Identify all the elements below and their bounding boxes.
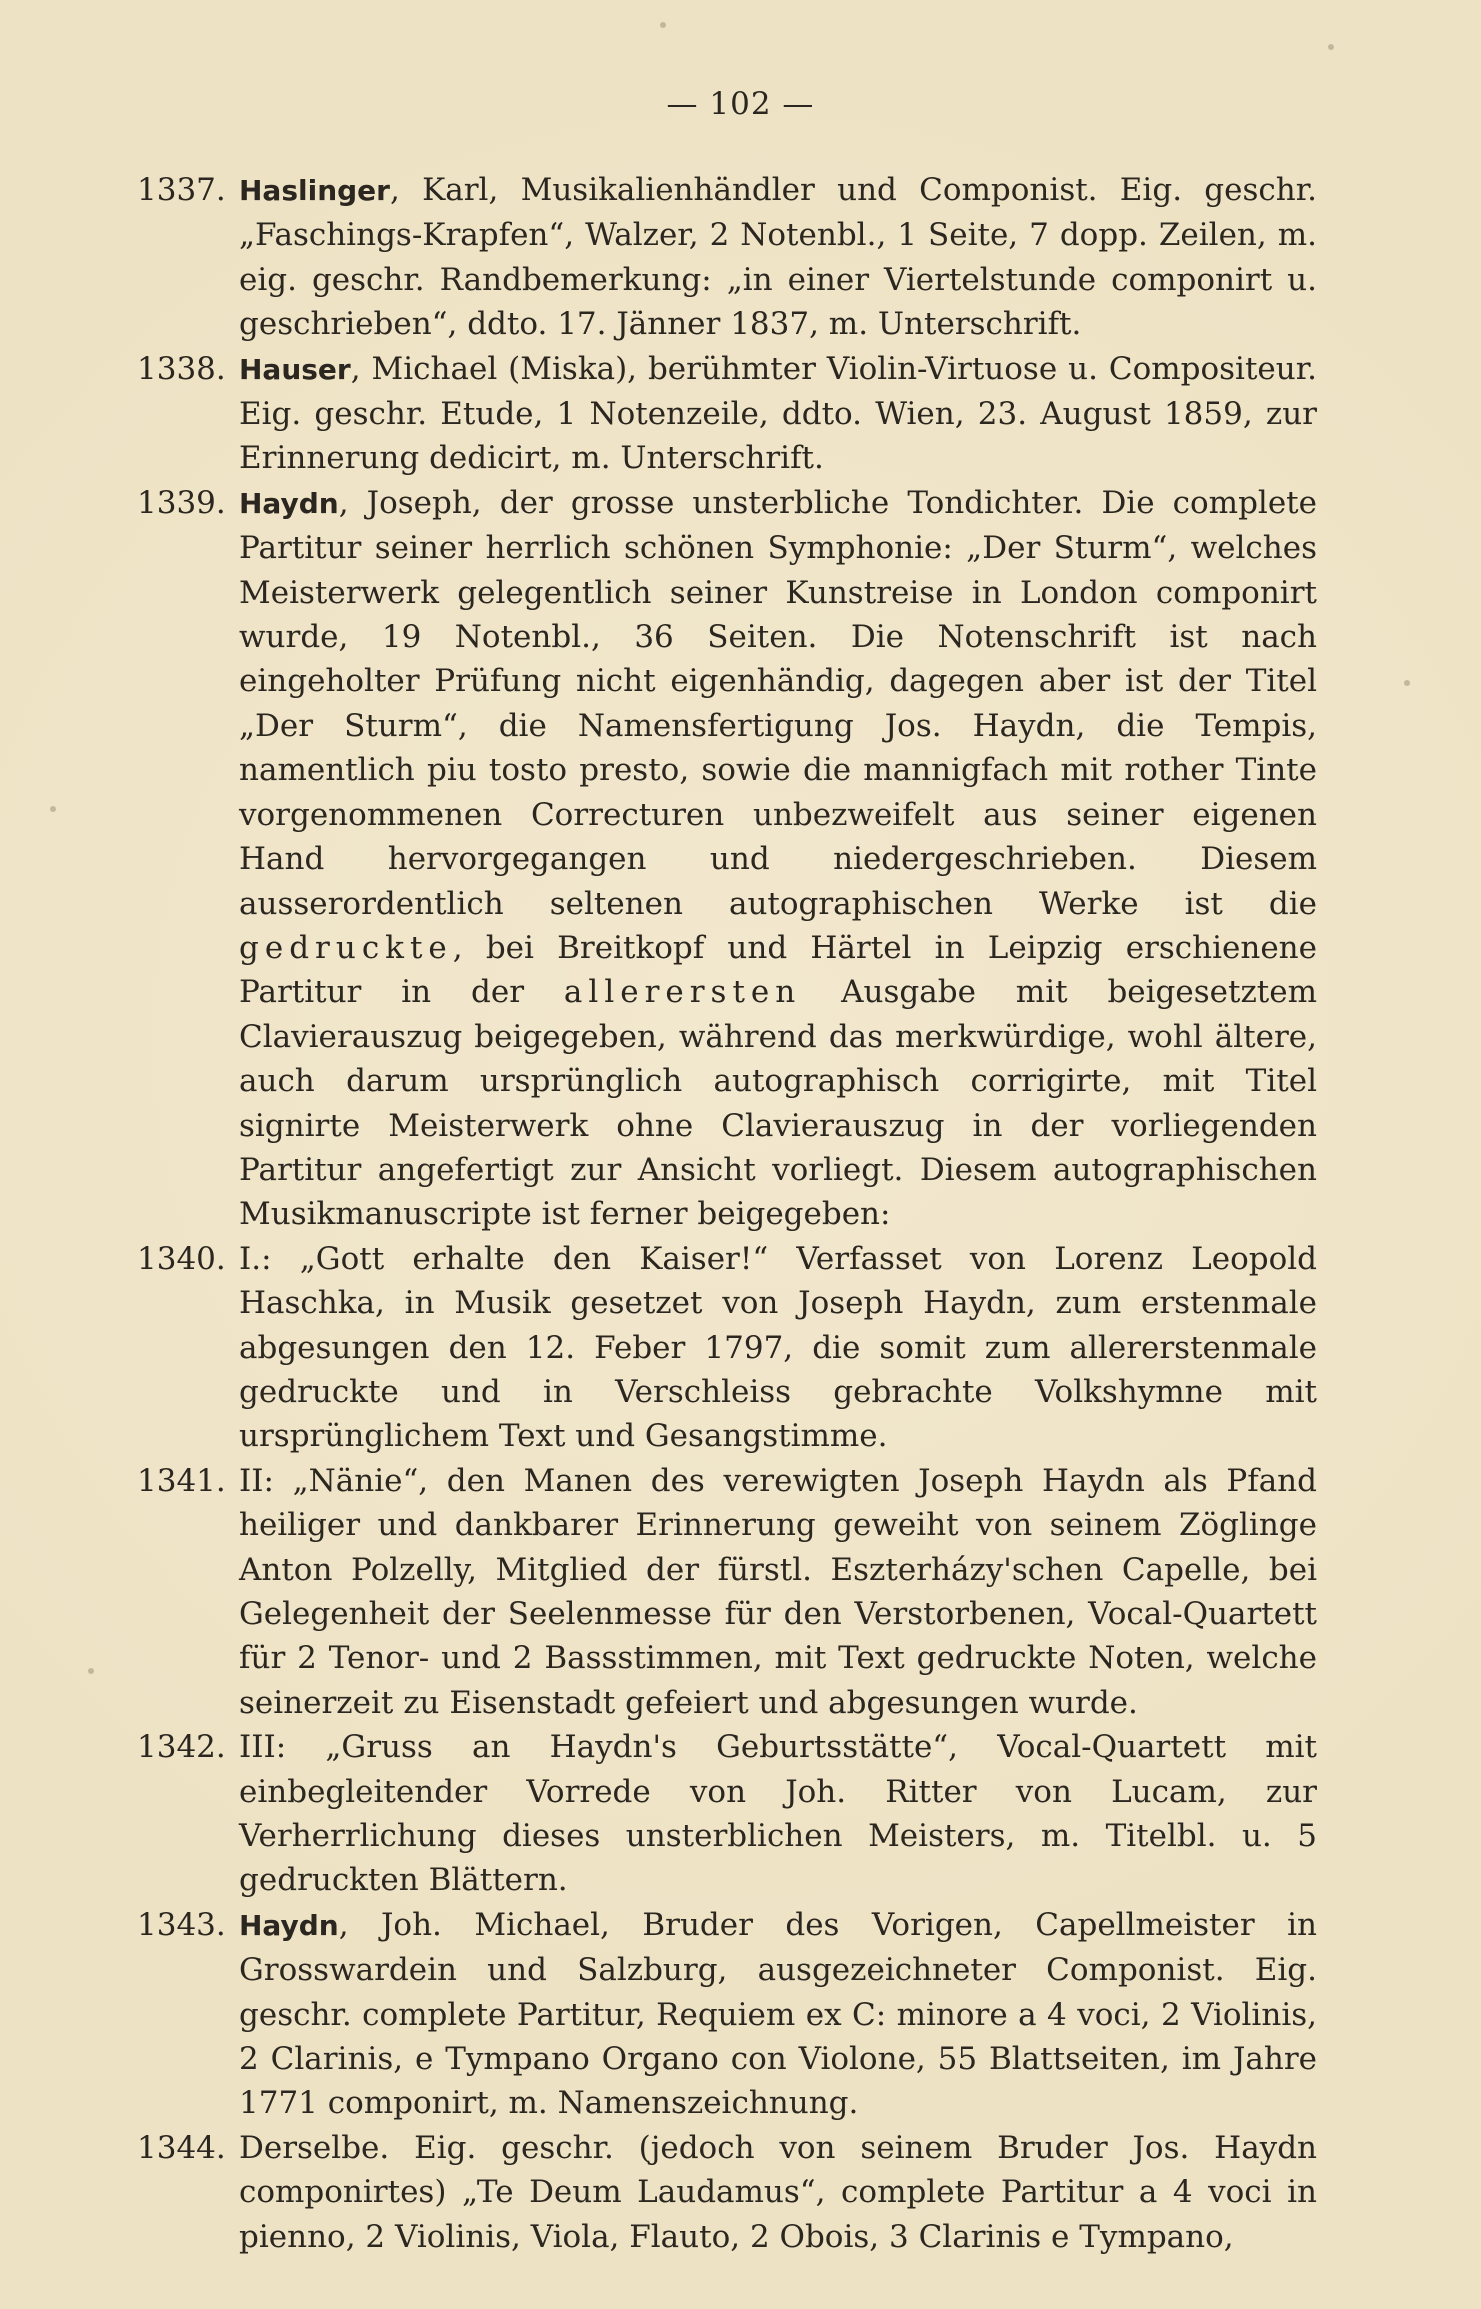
spaced-emphasis: gedruckte: [239, 929, 453, 966]
entry-name: Haydn: [239, 486, 339, 520]
catalog-entry: [137, 1725, 1317, 1903]
catalog-entry: [137, 1903, 1317, 2126]
entry-text: , Joh. Michael, Bruder des Vorigen, Capellmeister in Grosswardein und Salzburg, ausgezeichneter Componist. Eig. geschr. complete Partitur, Requiem ex C: minore a 4 voci, 2 Violinis, 2 Clarinis, e Tympano Organo con Violone, 55 Blattseiten, im Jahre 1771 componirt, m. Namenszeichnung.: [239, 1906, 1317, 2122]
entry-number: 1343.: [137, 1906, 226, 1943]
entry-text: Derselbe. Eig. geschr. (jedoch von seinem Bruder Jos. Haydn componirtes) „Te Deum Laudamus“, complete Partitur a 4 voci in pienno, 2 Violinis, Viola, Flauto, 2 Obois, 3 Clarinis e Tympano,: [239, 2129, 1317, 2255]
entry-number: 1344.: [137, 2129, 226, 2166]
entry-text: , bei Breitkopf und Härtel in Leipzig erschienene Partitur in der: [239, 929, 1317, 1011]
entry-number: 1339.: [137, 484, 226, 521]
spaced-emphasis: allerersten: [563, 974, 802, 1011]
entry-text: II: „Nänie“, den Manen des verewigten Joseph Haydn als Pfand heiliger und dankbarer Erinnerung geweiht von seinem Zöglinge Anton Polzelly, Mitglied der fürstl. Eszterházy'schen Capelle, bei Gelegenheit der Seelenmesse für den Verstorbenen, Vocal-Quartett für 2 Tenor- und 2 Bassstimmen, mit Text gedruckte Noten, welche seinerzeit zu Eisenstadt gefeiert und abgesungen wurde.: [239, 1462, 1317, 1721]
page-number: — 102 —: [666, 86, 815, 122]
entry-text: , Michael (Miska), berühmter Violin-Virtuose u. Compositeur. Eig. geschr. Etude, 1 Notenzeile, ddto. Wien, 23. August 1859, zur Erinnerung dedicirt, m. Unterschrift.: [239, 350, 1317, 477]
catalog-entry: [137, 2126, 1317, 2259]
entry-number: 1337.: [137, 172, 226, 208]
paper-speck: [50, 806, 56, 812]
paper-speck: [660, 22, 666, 28]
entry-number: 1340.: [137, 1240, 226, 1277]
entry-text: , Karl, Musikalienhändler und Componist. Eig. geschr. „Faschings-Krapfen“, Walzer, 2 Notenbl., 1 Seite, 7 dopp. Zeilen, m. eig. geschr. Randbemerkung: „in einer Viertelstunde componirt u. geschrieben“, ddto. 17. Jänner 1837, m. Unterschrift.: [239, 172, 1317, 343]
catalog-entry: [137, 1237, 1317, 1459]
entry-name: Hauser: [239, 352, 351, 386]
catalog-entry: [137, 1459, 1317, 1725]
catalog-entry: [137, 347, 1317, 481]
catalog-entry: [137, 481, 1317, 1237]
entry-name: Haydn: [239, 1908, 339, 1942]
catalog-entries: [137, 168, 1317, 2259]
paper-speck: [88, 1668, 94, 1674]
paper-speck: [1328, 44, 1334, 50]
entry-text: I.: „Gott erhalte den Kaiser!“ Verfasset von Lorenz Leopold Haschka, in Musik gesetzet von Joseph Haydn, zum erstenmale abgesungen den 12. Feber 1797, die somit zum allererstenmale gedruckte und in Verschleiss gebrachte Volkshymne mit ursprünglichem Text und Gesangstimme.: [239, 1240, 1317, 1455]
paper-speck: [1404, 680, 1410, 686]
entry-number: 1341.: [137, 1462, 226, 1499]
entry-number: 1342.: [137, 1729, 226, 1766]
catalog-entry: [137, 168, 1317, 347]
entry-text: , Joseph, der grosse unsterbliche Tondichter. Die complete Partitur seiner herrlich schönen Symphonie: „Der Sturm“, welches Meisterwerk gelegentlich seiner Kunstreise in London componirt wurde, 19 Notenbl., 36 Seiten. Die Notenschrift ist nach eingeholter Prüfung nicht eigenhändig, dagegen aber ist der Titel „Der Sturm“, die Namensfertigung Jos. Haydn, die Tempis, namentlich piu tosto presto, sowie die mannigfach mit rother Tinte vorgenommenen Correcturen unbezweifelt aus seiner eigenen Hand hervorgegangen und niedergeschrieben. Diesem ausserordentlich seltenen autographischen Werke ist die: [239, 484, 1317, 922]
entry-number: 1338.: [137, 350, 226, 387]
entry-text: Ausgabe mit beigesetztem Clavierauszug beigegeben, während das merkwürdige, wohl ältere, auch darum ursprünglich autographisch corrigirte, mit Titel signirte Meisterwerk ohne Clavierauszug in der vorliegenden Partitur angefertigt zur Ansicht vorliegt. Diesem autographischen Musikmanuscripte ist ferner beigegeben:: [239, 974, 1317, 1233]
entry-name: Haslinger: [239, 174, 390, 207]
entry-text: III: „Gruss an Haydn's Geburtsstätte“, Vocal-Quartett mit einbegleitender Vorrede von Joh. Ritter von Lucam, zur Verherrlichung dieses unsterblichen Meisters, m. Titelbl. u. 5 gedruckten Blättern.: [239, 1729, 1317, 1899]
